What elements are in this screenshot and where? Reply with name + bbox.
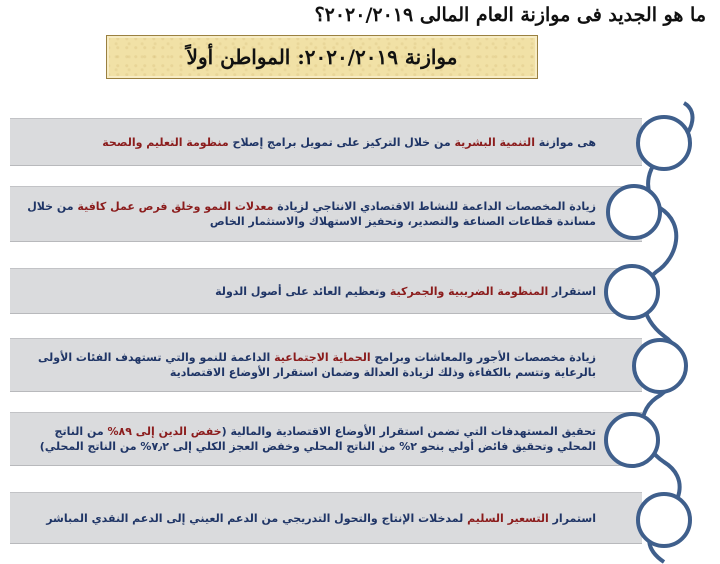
text-segment: زيادة المخصصات الداعمة للنشاط الاقتصادي الانتاجي لزيادة (273, 200, 596, 213)
text-segment: استمرار (548, 511, 596, 525)
list-item-text (102, 135, 596, 150)
list-item-text (22, 424, 596, 454)
timeline-circle-icon (604, 264, 660, 320)
text-segment: استقرار (548, 284, 596, 298)
list-item-text (22, 199, 596, 229)
list-item (10, 412, 642, 466)
timeline-circle-icon (636, 115, 692, 171)
text-segment: الحماية الاجتماعية (274, 351, 371, 364)
text-segment: من خلال التركيز على تمويل برامج إصلاح (228, 135, 455, 149)
text-segment: من خلال مساندة قطاعات الصناعة والتصدير، وتحفيز الاستهلاك والاستثمار الخاص (27, 200, 596, 228)
text-segment: خفض الدين إلى ٨٩% (107, 425, 222, 438)
list-item (10, 338, 642, 392)
page-title: ما هو الجديد فى موازنة العام المالى ٢٠٢٠/٢٠١٩؟ (314, 4, 706, 26)
text-segment: وتعظيم العائد على أصول الدولة (215, 284, 390, 298)
list-item-text (22, 350, 596, 380)
text-segment: معدلات النمو وخلق فرص عمل كافية (77, 200, 274, 213)
text-segment: هى موازنة (534, 135, 596, 149)
text-segment: التسعير السليم (467, 511, 549, 525)
text-segment: المنظومة الضريبية والجمركية (389, 284, 549, 298)
text-segment: تحقيق المستهدفات التي تضمن استقرار الأوضاع الاقتصادية والمالية ( (221, 425, 596, 438)
text-segment: لمدخلات الإنتاج والتحول التدريجي من الدعم العيني إلى الدعم النقدي المباشر (46, 511, 468, 525)
text-segment: منظومة التعليم والصحة (102, 135, 229, 149)
timeline-circle-icon (636, 492, 692, 548)
text-segment: من الناتج المحلي وتحقيق فائض أولي بنحو ٢% من الناتج المحلي وخفض العجز الكلي إلى ٧٫٢% من الناتج المحلي) (39, 425, 596, 453)
timeline-circle-icon (604, 412, 660, 468)
list-item-text (215, 284, 596, 299)
list-item (10, 118, 642, 166)
timeline-circle-icon (632, 338, 688, 394)
list-item (10, 268, 642, 314)
list-item (10, 186, 642, 242)
text-segment: التنمية البشرية (454, 135, 535, 149)
timeline-circle-icon (606, 184, 662, 240)
text-segment: زيادة مخصصات الأجور والمعاشات وبرامج (370, 351, 596, 364)
banner-title: موازنة ٢٠٢٠/٢٠١٩: المواطن أولاً (106, 35, 538, 79)
list-item-text (46, 511, 596, 526)
list-item (10, 492, 642, 544)
text-segment: الداعمة للنمو والتي تستهدف الفئات الأولى بالرعاية وتتسم بالكفاءة وذلك لزيادة العدالة وضمان استقرار الأوضاع الاقتصادية (38, 351, 596, 379)
